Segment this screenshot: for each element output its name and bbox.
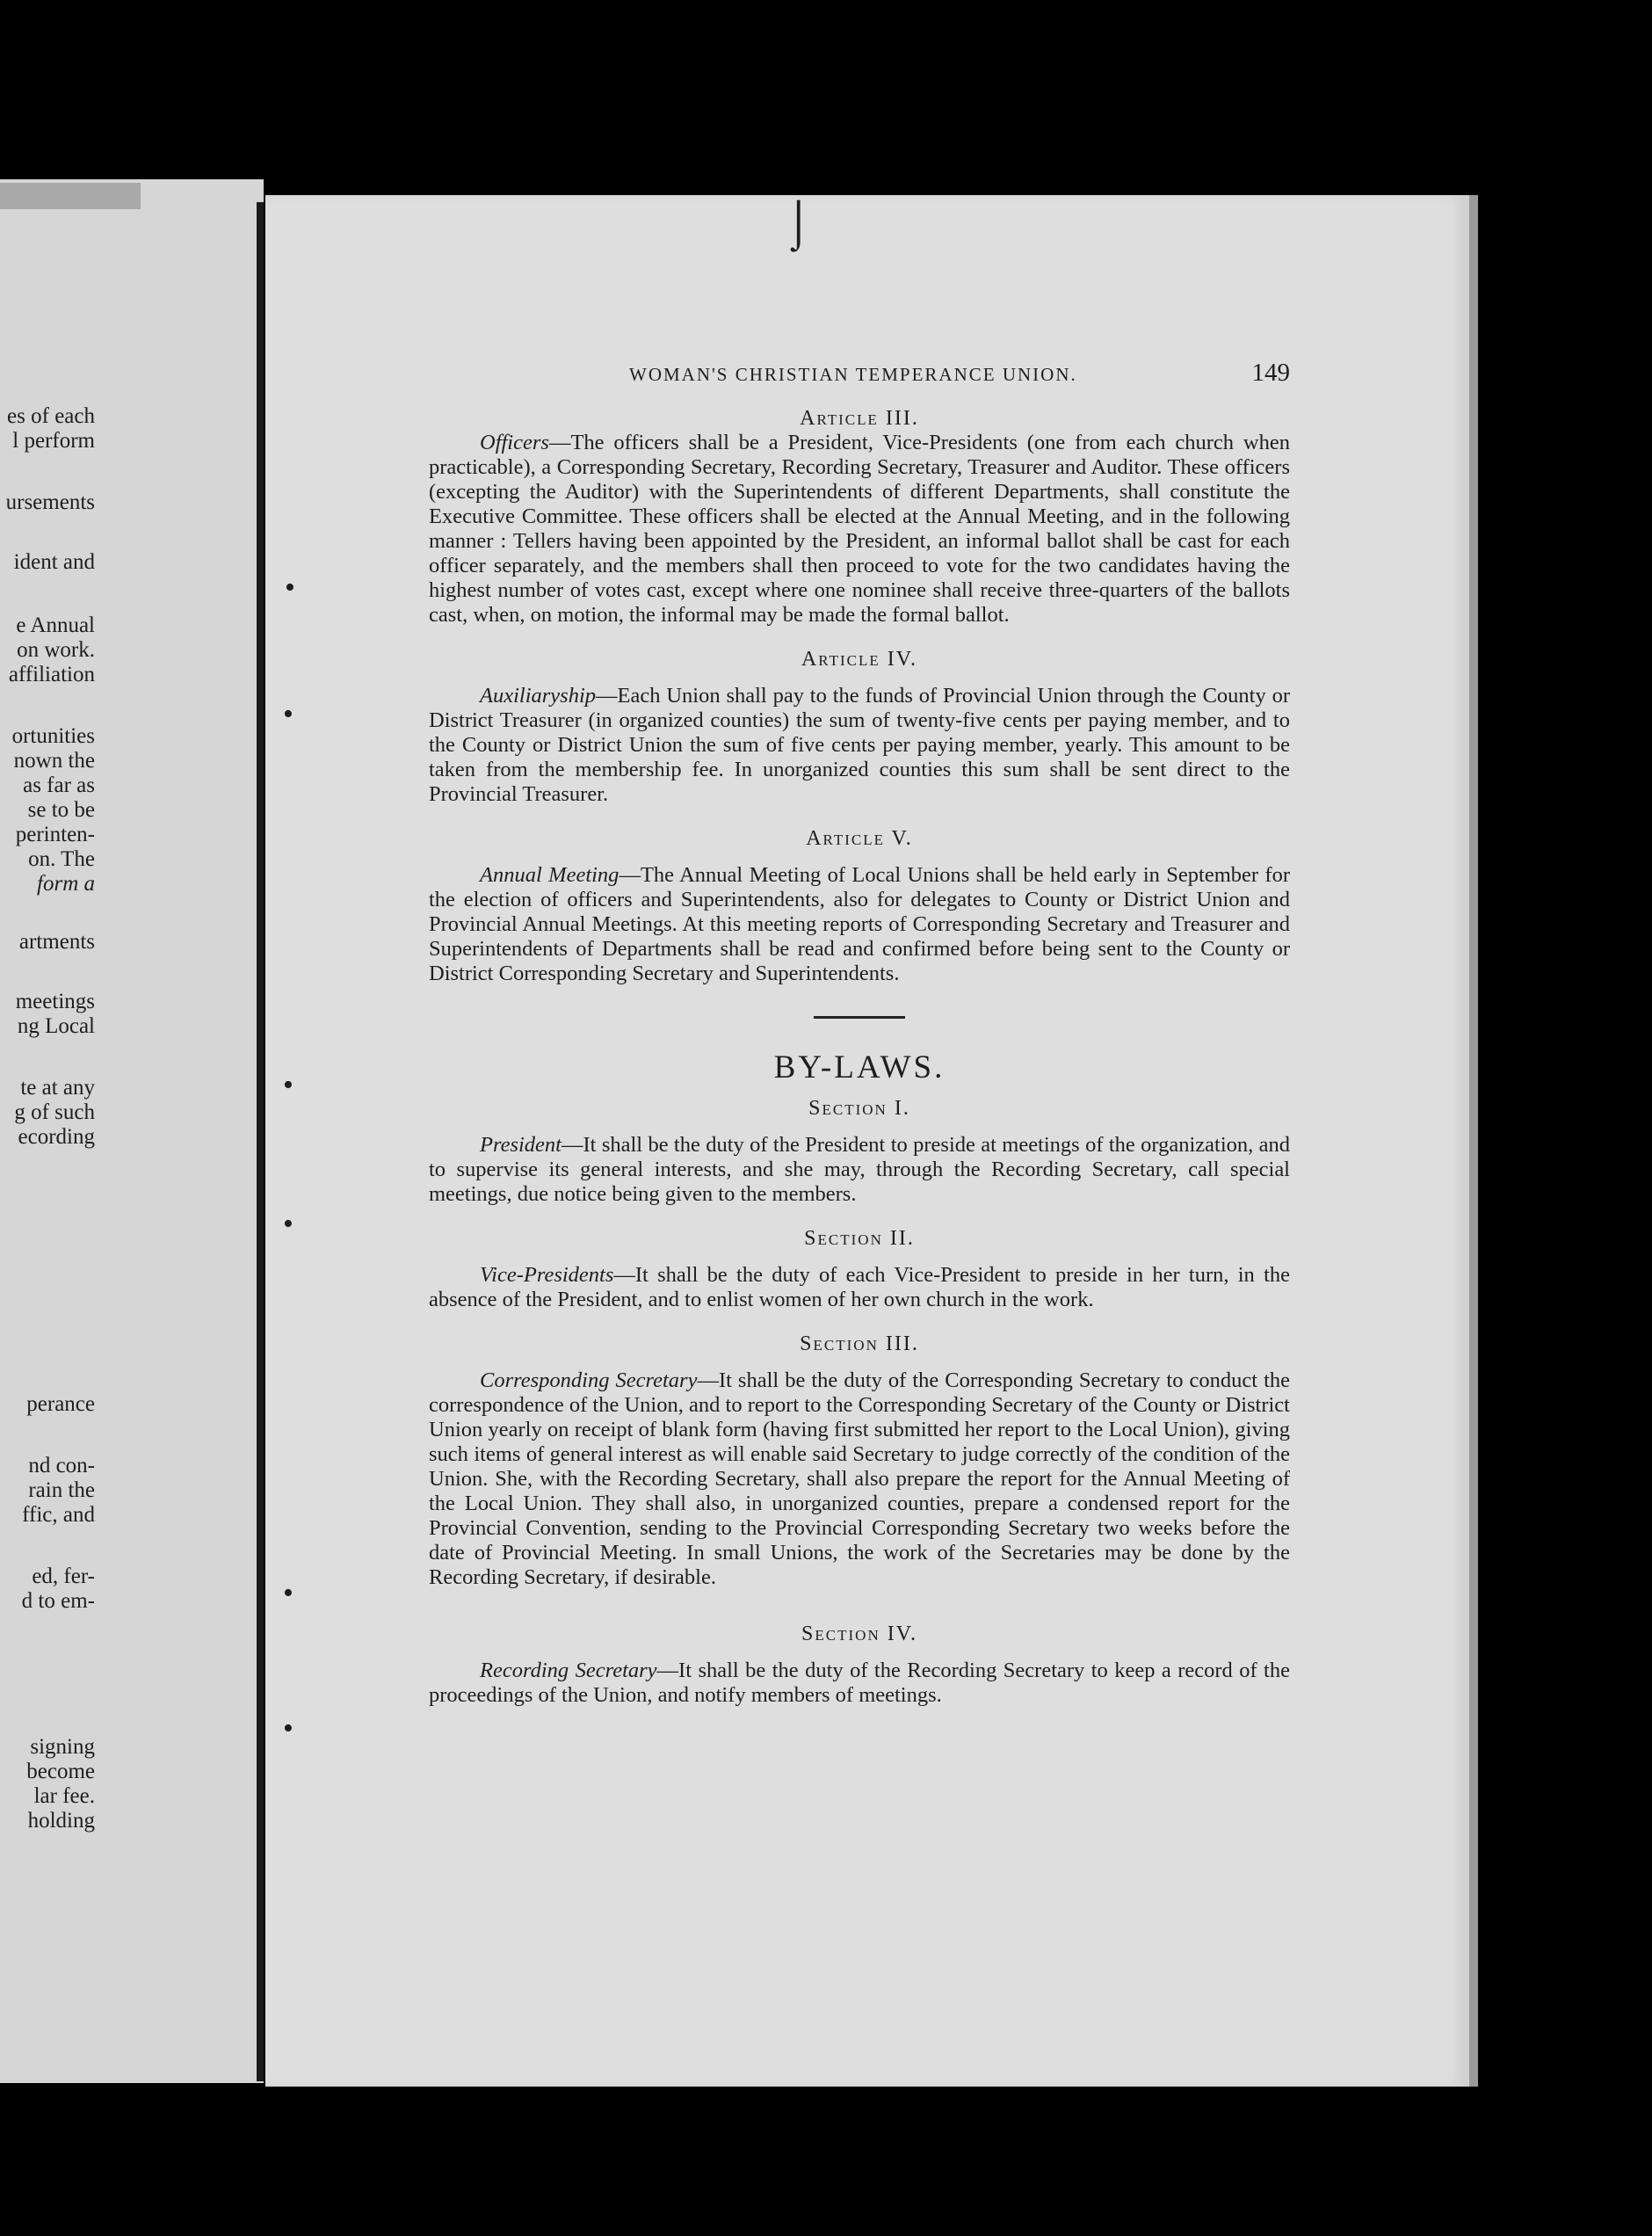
paragraph-text: —The Annual Meeting of Local Unions shall be held early in September for the election of officers and Superintendents, also for delegates to County or District Union and Provincial Annual Meetings. At this meeting reports of Corresponding Secretary and Treasurer and Superintendents of Departments shall be read and confirmed before being sent to the County or District Corresponding Secretary and Superintendents. — [429, 863, 1290, 985]
book-gutter — [257, 202, 264, 2081]
paragraph-lead: Auxiliaryship — [480, 684, 597, 708]
left-fragment: ident and — [13, 550, 95, 574]
left-fragment: artments — [18, 930, 95, 954]
paragraph-lead: Recording Secretary — [480, 1659, 657, 1682]
left-fragment: nd con- — [28, 1454, 95, 1477]
section-heading: Section I. — [808, 1097, 910, 1120]
paragraph-text: —It shall be the duty of the Corresponding Secretary to conduct the correspondence of the Union, and to report to the Corresponding Secretary of the County or District Union yearly on receipt of blank form (having first submitted her report to the Local Union), giving such items of general interest as will enable said Secretary to judge correctly of the condition of the Union. She, with the Recording Secretary, shall also prepare the report for the Annual Meeting of the Local Union. They shall also, in unorganized counties, prepare a condensed report for the Provincial Convention, sending to the Provincial Corresponding Secretary two weeks before the date of Provincial Meeting. In small Unions, the work of the Secretaries may be done by the Recording Secretary, if desirable. — [429, 1368, 1290, 1589]
paragraph-text: —Each Union shall pay to the funds of Provincial Union through the County or District Treasurer (in organized counties) the sum of twenty-five cents per paying member, and to the County or District Union the sum of five cents per paying member, yearly. This amount to be taken from the membership fee. In unorganized counties this sum shall be sent direct to the Provincial Treasurer. — [429, 684, 1290, 806]
left-fragment: e Annual — [16, 613, 95, 637]
left-fragment: form a — [37, 872, 95, 896]
left-fragment: es of each — [7, 404, 95, 428]
paragraph-text: —The officers shall be a President, Vice-Presidents (one from each church when practicable), a Corresponding Secretary, Recording Secretary, Treasurer and Auditor. These officers (excepting the Auditor) with the Superintendents of different Departments, shall constitute the Executive Committee. These officers shall be elected at the Annual Meeting, and in the following manner : Tellers having been appointed by the President, an informal ballot shall be cast for each officer separately, and the members shall then proceed to vote for the two candidates having the highest number of votes cast, except where one nominee shall receive three-quarters of the ballots cast, when, on motion, the informal may be made the formal ballot. — [429, 431, 1290, 627]
page-header — [629, 359, 1290, 396]
page-body — [429, 406, 1290, 1708]
left-fragment: ng Local — [17, 1014, 95, 1038]
section-paragraph — [429, 1263, 1290, 1312]
article-paragraph — [429, 431, 1290, 628]
ink-mark: • — [285, 571, 295, 604]
left-fragment: as far as — [23, 773, 95, 797]
left-fragment: signing — [30, 1735, 95, 1759]
left-fragment: perance — [26, 1392, 95, 1416]
left-fragment: d to em- — [21, 1589, 95, 1613]
paragraph-text: —It shall be the duty of the Recording Secretary to keep a record of the proceedings of the Union, and notify members of meetings. — [429, 1659, 1290, 1707]
left-fragment: meetings — [15, 990, 95, 1013]
ink-mark: • — [283, 1712, 293, 1745]
left-fragment: perinten- — [15, 823, 95, 846]
left-fragment: rain the — [28, 1478, 95, 1502]
left-fragment: ursements — [5, 490, 95, 514]
section-paragraph — [429, 1133, 1290, 1207]
section-paragraph — [429, 1659, 1290, 1708]
left-fragment: on work. — [17, 638, 95, 662]
section-heading: Section II. — [804, 1227, 915, 1250]
ink-mark: • — [283, 698, 293, 730]
left-fragment: holding — [27, 1809, 95, 1833]
article-paragraph — [429, 684, 1290, 807]
left-fragment: affiliation — [8, 663, 95, 686]
page-number: 149 — [1251, 359, 1290, 387]
paragraph-lead: Annual Meeting — [480, 863, 620, 887]
ink-mark: • — [283, 1069, 293, 1101]
left-fragment: g of such — [14, 1100, 95, 1124]
left-fragment: ecording — [18, 1125, 95, 1149]
article-heading: Article IV. — [801, 648, 918, 671]
ink-mark: • — [283, 1577, 293, 1609]
section-paragraph — [429, 1368, 1290, 1590]
section-heading: Section IV. — [801, 1623, 917, 1645]
left-fragment: ortunities — [11, 724, 95, 748]
left-fragment: se to be — [27, 798, 95, 822]
left-fragment: te at any — [20, 1076, 95, 1100]
paragraph-lead: Officers — [480, 431, 549, 454]
paragraph-lead: Vice-Presidents — [480, 1263, 614, 1287]
article-heading: Article III. — [800, 407, 919, 430]
left-fragment: ffic, and — [22, 1503, 95, 1527]
left-fragment: l perform — [12, 429, 95, 453]
left-page-edge — [0, 183, 141, 209]
left-fragment: ed, fer- — [32, 1564, 95, 1588]
left-fragment: nown the — [13, 749, 95, 773]
section-divider-rule — [814, 1016, 905, 1019]
left-fragment: on. The — [28, 847, 95, 871]
left-fragment: become — [26, 1760, 95, 1783]
bylaws-title: BY-LAWS. — [773, 1049, 946, 1085]
section-heading: Section III. — [800, 1332, 919, 1355]
article-paragraph — [429, 863, 1290, 986]
running-head: WOMAN'S CHRISTIAN TEMPERANCE UNION. — [629, 364, 1077, 385]
pencil-mark: ⌡ — [785, 199, 813, 249]
paragraph-text: —It shall be the duty of the President to preside at meetings of the organization, and to supervise its general interests, and she may, through the Recording Secretary, call special meetings, due notice being given to the members. — [429, 1133, 1290, 1206]
paragraph-lead: President — [480, 1133, 562, 1157]
left-fragment: lar fee. — [33, 1784, 95, 1808]
article-heading: Article V. — [806, 827, 913, 850]
ink-mark: • — [283, 1208, 293, 1240]
paragraph-text: —It shall be the duty of each Vice-President to preside in her turn, in the absence of the President, and to enlist women of her own church in the work. — [429, 1263, 1290, 1311]
paragraph-lead: Corresponding Secretary — [480, 1368, 698, 1392]
